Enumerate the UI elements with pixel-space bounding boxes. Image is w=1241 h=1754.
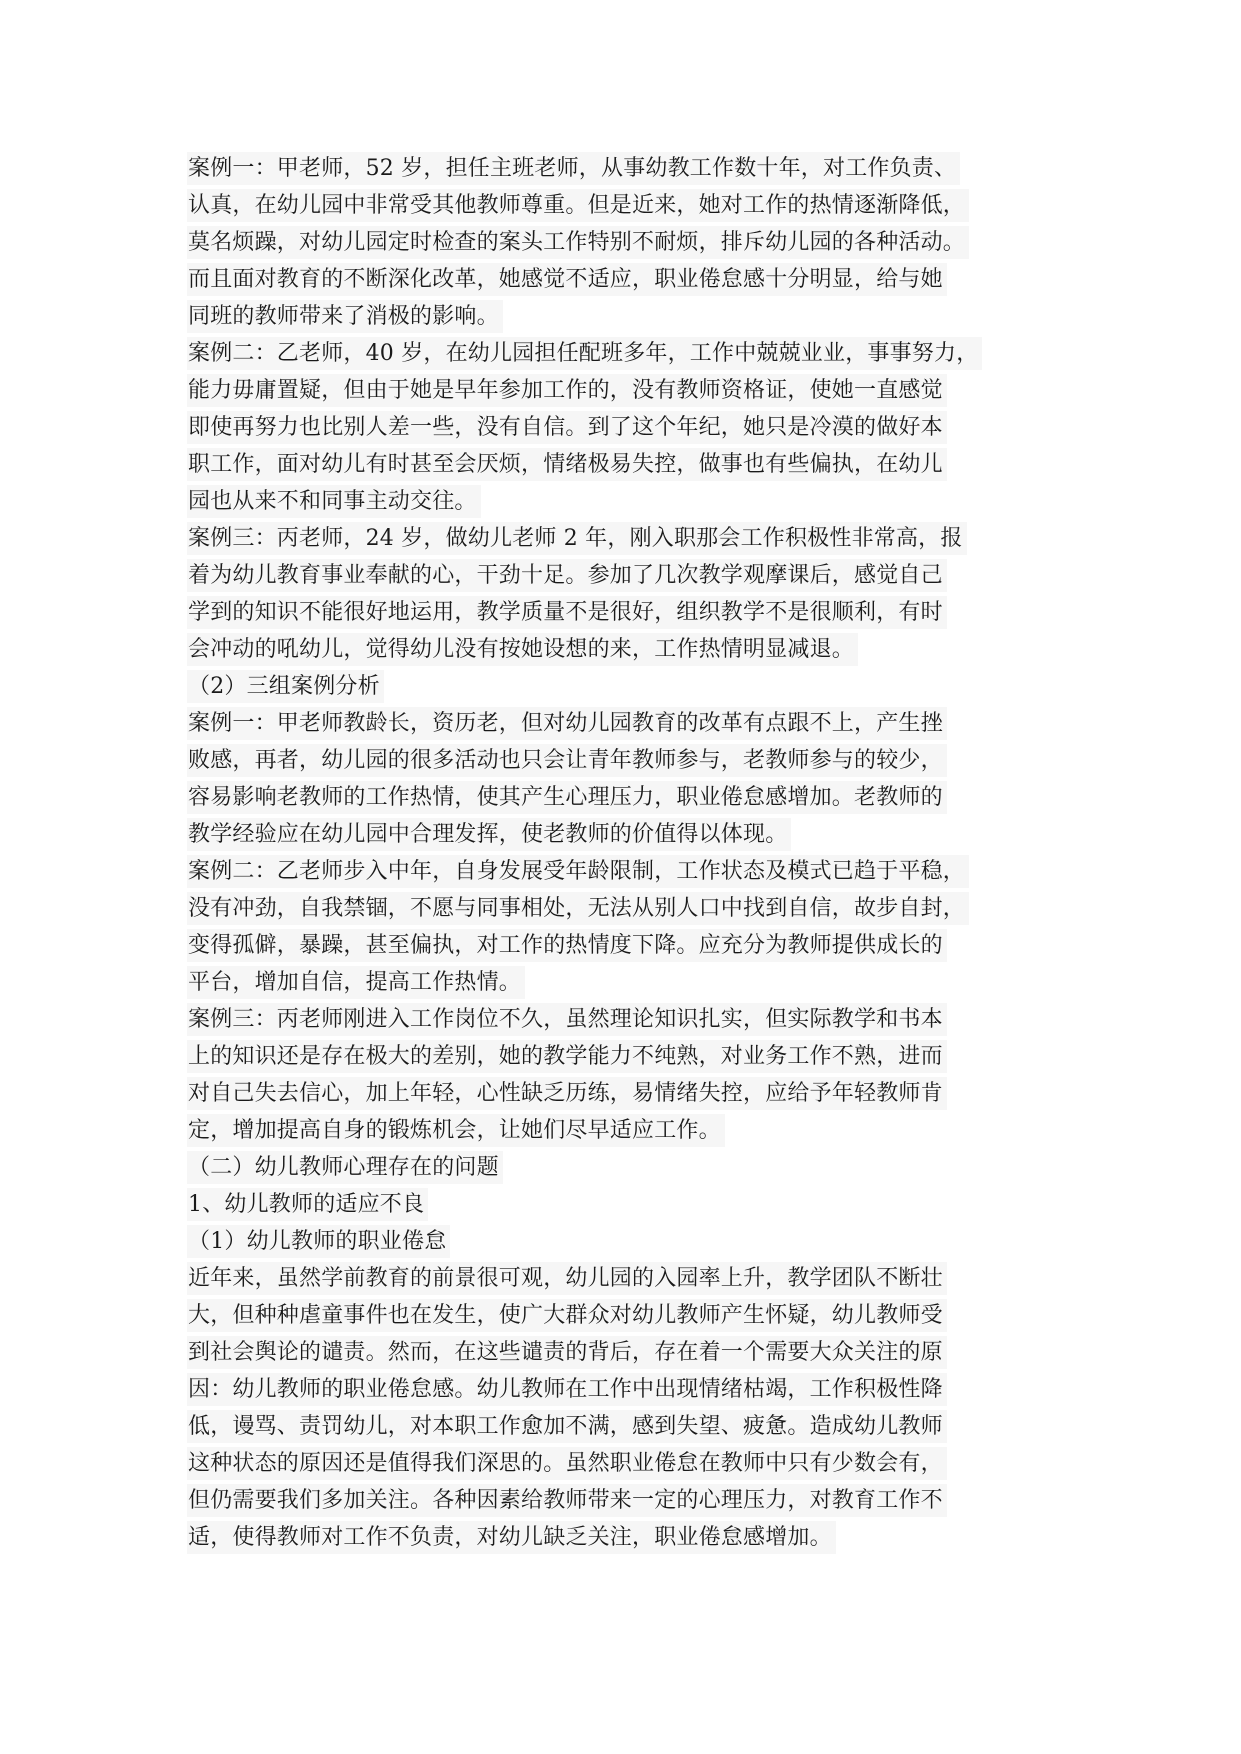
text-line: 变得孤僻，暴躁，甚至偏执，对工作的热情度下降。应充分为教师提供成长的 <box>187 927 1067 964</box>
text-line: 同班的教师带来了消极的影响。 <box>187 298 1067 335</box>
text-line: 因：幼儿教师的职业倦怠感。幼儿教师在工作中出现情绪枯竭，工作积极性降 <box>187 1371 1067 1408</box>
text-line: 认真，在幼儿园中非常受其他教师尊重。但是近来，她对工作的热情逐渐降低， <box>187 187 1067 224</box>
text-line: 平台，增加自信，提高工作热情。 <box>187 964 1067 1001</box>
text-line: 教学经验应在幼儿园中合理发挥，使老教师的价值得以体现。 <box>187 816 1067 853</box>
text-line: 上的知识还是存在极大的差别，她的教学能力不纯熟，对业务工作不熟，进而 <box>187 1038 1067 1075</box>
text-line: 适，使得教师对工作不负责，对幼儿缺乏关注，职业倦怠感增加。 <box>187 1519 1067 1556</box>
text-line: 案例三：丙老师刚进入工作岗位不久，虽然理论知识扎实，但实际教学和书本 <box>187 1001 1067 1038</box>
section-heading: （二）幼儿教师心理存在的问题 <box>187 1149 1067 1186</box>
text-line: 案例一：甲老师教龄长，资历老，但对幼儿园教育的改革有点跟不上，产生挫 <box>187 705 1067 742</box>
text-line: 会冲动的吼幼儿，觉得幼儿没有按她设想的来，工作热情明显减退。 <box>187 631 1067 668</box>
section-heading: 1、幼儿教师的适应不良 <box>187 1186 1067 1223</box>
text-line: 案例二：乙老师，40 岁，在幼儿园担任配班多年，工作中兢兢业业，事事努力， <box>187 335 1067 372</box>
text-line: 近年来，虽然学前教育的前景很可观，幼儿园的入园率上升，教学团队不断壮 <box>187 1260 1067 1297</box>
text-line: 但仍需要我们多加关注。各种因素给教师带来一定的心理压力，对教育工作不 <box>187 1482 1067 1519</box>
text-line: 职工作，面对幼儿有时甚至会厌烦，情绪极易失控，做事也有些偏执，在幼儿 <box>187 446 1067 483</box>
text-line: 案例二：乙老师步入中年，自身发展受年龄限制，工作状态及模式已趋于平稳， <box>187 853 1067 890</box>
text-line: 没有冲劲，自我禁锢，不愿与同事相处，无法从别人口中找到自信，故步自封， <box>187 890 1067 927</box>
section-heading: （2）三组案例分析 <box>187 668 1067 705</box>
text-line: 对自己失去信心，加上年轻，心性缺乏历练，易情绪失控，应给予年轻教师肯 <box>187 1075 1067 1112</box>
text-line: 即使再努力也比别人差一些，没有自信。到了这个年纪，她只是冷漠的做好本 <box>187 409 1067 446</box>
text-line: 而且面对教育的不断深化改革，她感觉不适应，职业倦怠感十分明显，给与她 <box>187 261 1067 298</box>
section-heading: （1）幼儿教师的职业倦怠 <box>187 1223 1067 1260</box>
text-line: 大，但种种虐童事件也在发生，使广大群众对幼儿教师产生怀疑，幼儿教师受 <box>187 1297 1067 1334</box>
text-line: 定，增加提高自身的锻炼机会，让她们尽早适应工作。 <box>187 1112 1067 1149</box>
text-line: 案例三：丙老师，24 岁，做幼儿老师 2 年，刚入职那会工作积极性非常高，报 <box>187 520 1067 557</box>
text-line: 园也从来不和同事主动交往。 <box>187 483 1067 520</box>
text-line: 到社会舆论的谴责。然而，在这些谴责的背后，存在着一个需要大众关注的原 <box>187 1334 1067 1371</box>
text-line: 低，谩骂、责罚幼儿，对本职工作愈加不满，感到失望、疲惫。造成幼儿教师 <box>187 1408 1067 1445</box>
text-line: 能力毋庸置疑，但由于她是早年参加工作的，没有教师资格证，使她一直感觉 <box>187 372 1067 409</box>
document-body <box>187 150 1067 1556</box>
text-line: 败感，再者，幼儿园的很多活动也只会让青年教师参与，老教师参与的较少， <box>187 742 1067 779</box>
text-line: 着为幼儿教育事业奉献的心，干劲十足。参加了几次教学观摩课后，感觉自己 <box>187 557 1067 594</box>
text-line: 容易影响老教师的工作热情，使其产生心理压力，职业倦怠感增加。老教师的 <box>187 779 1067 816</box>
text-line: 学到的知识不能很好地运用，教学质量不是很好，组织教学不是很顺利，有时 <box>187 594 1067 631</box>
text-line: 莫名烦躁，对幼儿园定时检查的案头工作特别不耐烦，排斥幼儿园的各种活动。 <box>187 224 1067 261</box>
text-line: 这种状态的原因还是值得我们深思的。虽然职业倦怠在教师中只有少数会有， <box>187 1445 1067 1482</box>
text-line: 案例一：甲老师，52 岁，担任主班老师，从事幼教工作数十年，对工作负责、 <box>187 150 1067 187</box>
